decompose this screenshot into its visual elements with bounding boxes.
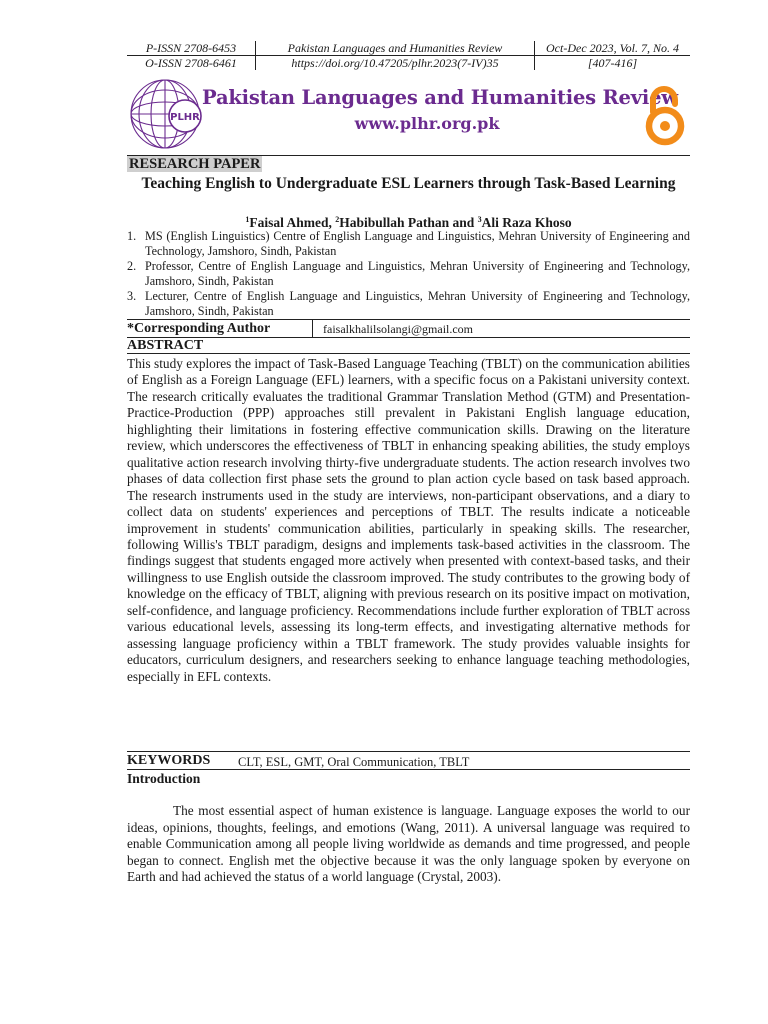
abstract-heading: ABSTRACT: [127, 338, 204, 353]
column-divider: [312, 320, 313, 338]
article-type-label: RESEARCH PAPER: [129, 156, 261, 172]
affiliation-text: MS (English Linguistics) Centre of English Language and Linguistics, Mehran University of Engineering and Technology, Jamshoro, Sindh, Pakistan: [145, 229, 690, 258]
page-range: [407-416]: [535, 56, 691, 71]
affiliation-number: 2.: [127, 259, 137, 273]
journal-name: Pakistan Languages and Humanities Review: [202, 86, 678, 109]
author-number: 1: [245, 215, 250, 224]
affiliation-item: [127, 289, 690, 319]
keywords-list: CLT, ESL, GMT, Oral Communication, TBLT: [238, 755, 470, 769]
affiliation-item: [127, 259, 690, 289]
metadata-row: [127, 56, 690, 71]
author-number: 3: [477, 215, 482, 224]
divider: [127, 337, 690, 338]
abstract-text: This study explores the impact of Task-Based Language Teaching (TBLT) on the communication abilities of English as a Foreign Language (EFL) learners, with a specific focus on a Pakistani university context. The research critically evaluates the traditional Grammar Translation Method (GTM) and Presentation-Practice-Production (PPP) approaches still prevalent in Pakistani English language education, highlighting their limitations in fostering effective communication skills. Drawing on the literature review, which underscores the effectiveness of TBLT in enhancing speaking abilities, the study employs qualitative action research involving thirty-five undergraduate students. The action research involves two phases of data collection first phase sets the ground to plan action cycle based on task based approach. The research instruments used in the study are interviews, non-participant observations, and a diary to collect data on students' experiences and perceptions of TBLT. The results indicate a noticeable improvement in students' communication abilities, particularly in speaking skills. The researcher, following Willis's TBLT paradigm, designs and implements task-based activities in the classroom. The findings suggest that students engaged more actively when presented with context-based tasks, and their willingness to use English outside the classroom improved. The study contributes to the growing body of knowledge on the efficacy of TBLT, aligning with previous research on its positive impact on motivation, self-confidence, and language proficiency. Recommendations include further exploration of TBLT across various educational levels, assessing its long-term effects, and investigating alternative methods for assessing language proficiency within a TBLT framework. The study provides valuable insights for educators, curriculum designers, and researchers seeking to enhance language teaching methodologies, especially in EFL contexts.: [127, 356, 690, 684]
article-title: Teaching English to Undergraduate ESL Learners through Task-Based Learning: [141, 175, 676, 192]
author-name: Faisal Ahmed,: [249, 215, 336, 230]
issue-info: Oct-Dec 2023, Vol. 7, No. 4: [535, 41, 691, 56]
keywords-label: KEYWORDS: [127, 753, 211, 768]
affiliation-list: [127, 229, 690, 319]
affiliation-number: 1.: [127, 229, 137, 243]
online-issn: O-ISSN 2708-6461: [145, 56, 237, 70]
corresponding-email-link[interactable]: faisalkhalilsolangi@gmail.com: [323, 322, 474, 336]
author-name: Habibullah Pathan and: [339, 215, 478, 230]
journal-website-link[interactable]: www.plhr.org.pk: [354, 114, 500, 133]
print-issn: P-ISSN 2708-6453: [127, 41, 256, 56]
divider: [127, 769, 690, 770]
open-access-lock-icon: [643, 82, 687, 146]
author-number: 2: [335, 215, 340, 224]
metadata-row: [127, 41, 690, 56]
journal-metadata-table: [127, 41, 690, 70]
corresponding-author-row: [127, 320, 690, 338]
divider: [127, 751, 690, 752]
affiliation-text: Professor, Centre of English Language and Linguistics, Mehran University of Engineering and Technology, Jamshoro, Sindh, Pakistan: [145, 259, 690, 288]
plhr-globe-logo: [127, 76, 207, 152]
affiliation-number: 3.: [127, 289, 137, 303]
journal-title-small: Pakistan Languages and Humanities Review: [256, 41, 535, 56]
journal-banner: [127, 76, 690, 152]
logo-text: PLHR: [170, 112, 200, 123]
author-name: Ali Raza Khoso: [481, 215, 572, 230]
introduction-paragraph: The most essential aspect of human existence is language. Language exposes the world to our ideas, opinions, thoughts, feelings, and emotions (Wang, 2011). A universal language was required to enable Communication among all people living worldwide as demands and time progressed, and people began to connect. English met the objective because it was the only language spoken by everyone on Earth and had achieved the status of a world language (Crystal, 2003).: [127, 803, 690, 885]
affiliation-item: [127, 229, 690, 259]
affiliation-text: Lecturer, Centre of English Language and Linguistics, Mehran University of Engineering and Technology, Jamshoro, Sindh, Pakistan: [145, 289, 690, 318]
divider: [127, 353, 690, 354]
doi-link[interactable]: https://doi.org/10.47205/plhr.2023(7-IV)35: [256, 56, 535, 71]
introduction-heading: Introduction: [127, 771, 201, 786]
corresponding-author-label: *Corresponding Author: [127, 321, 271, 336]
